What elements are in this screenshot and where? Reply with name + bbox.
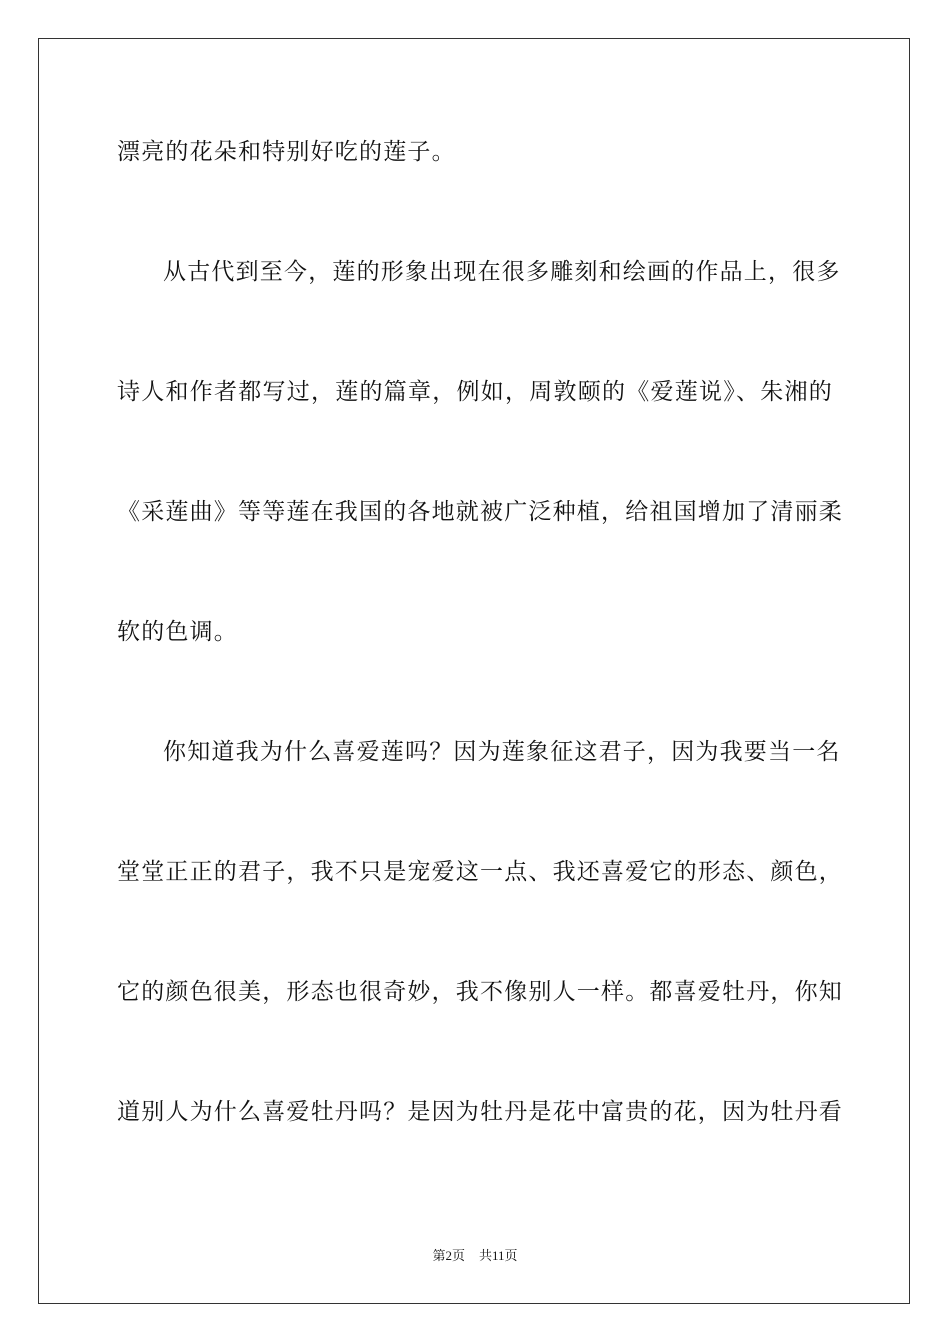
- paragraph-start-line: 你知道我为什么喜爱莲吗？因为莲象征这君子，因为我要当一名: [163, 739, 841, 765]
- text-line: 《采莲曲》等等莲在我国的各地就被广泛种植，给祖国增加了清丽柔: [117, 499, 843, 525]
- text-line: 堂堂正正的君子，我不只是宠爱这一点、我还喜爱它的形态、颜色，: [117, 859, 843, 885]
- page-footer: [0, 1247, 950, 1265]
- text-line: 漂亮的花朵和特别好吃的莲子。: [117, 139, 456, 165]
- text-line: 道别人为什么喜爱牡丹吗？是因为牡丹是花中富贵的花，因为牡丹看: [117, 1099, 843, 1125]
- text-line: 软的色调。: [117, 619, 238, 645]
- page-number: 第2页: [432, 1248, 465, 1263]
- text-line: 诗人和作者都写过，莲的篇章，例如，周敦颐的《爱莲说》、朱湘的: [117, 379, 833, 405]
- page-total: 共11页: [478, 1248, 518, 1263]
- paragraph-start-line: 从古代到至今，莲的形象出现在很多雕刻和绘画的作品上，很多: [163, 259, 841, 285]
- text-line: 它的颜色很美，形态也很奇妙，我不像别人一样。都喜爱牡丹，你知: [117, 979, 843, 1005]
